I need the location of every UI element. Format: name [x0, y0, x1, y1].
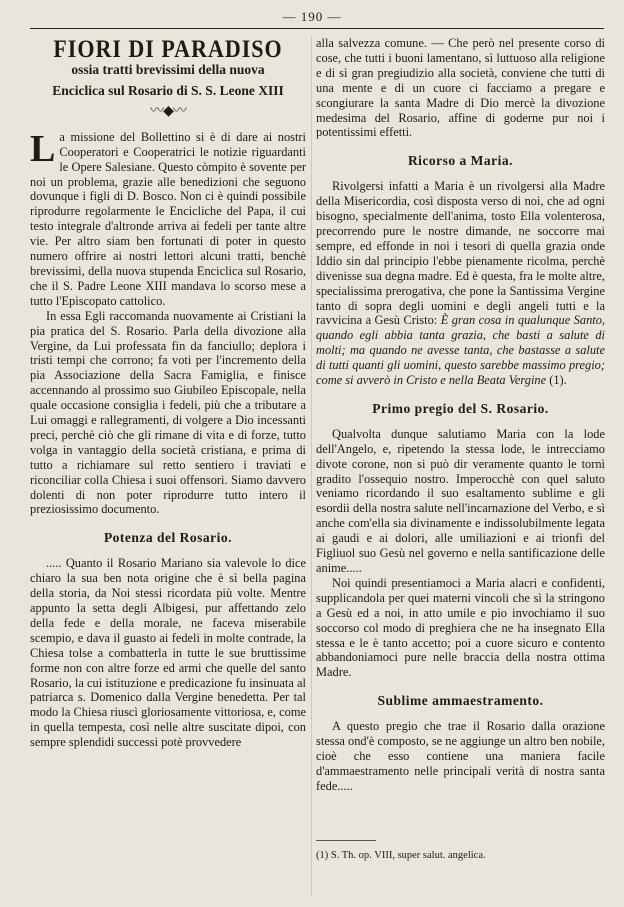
- ricorso-ref: (1).: [546, 373, 567, 388]
- intro-paragraph: [30, 127, 306, 309]
- drop-cap: L: [30, 127, 56, 170]
- column-divider: [311, 36, 312, 896]
- section-heading-ricorso: Ricorso a Maria.: [407, 153, 514, 169]
- ricorso-text: Rivolgersi infatti a Maria è un rivolgersi alla Madre della Misericordia, così disposta verso di noi, che ad ogni bisogno, specialmente dell'anima, tosto Ella volenterosa, precorrendo pure le nostre dimande, ne soccorre mai sempre, ed effonde in noi i tesori di quella grazia onde Iddio sin dal principio l'ebbe pienamente ricolma, perchè divenisse sua degna madre. Ed è questa, fra le molte altre, specialissima prerogativa, che pone la Santissima Vergine tanto di sopra degli uomini e degli angeli tutti e la ravvicina a Gesù Cristo:: [316, 179, 605, 328]
- footnote-rule: [316, 840, 376, 841]
- section-text-ricorso: [316, 179, 605, 388]
- ornament-divider: 〰◆〰: [150, 103, 186, 119]
- article-subtitle-1: ossia tratti brevissimi della nuova: [71, 61, 265, 77]
- section-heading-primo-pregio: Primo pregio del S. Rosario.: [372, 400, 549, 416]
- intro-paragraph-2: In essa Egli raccomanda nuovamente ai Cristiani la pia pratica del S. Rosario. Parla della divozione alla Vergine, da Lui professata fin da fanciullo; deplora i tristi tempi che corrono; fa voti per l'incremento della pia Associazione della Sacra Famiglia, e finisce accennando al prossimo suo Giubileo Episcopale, nella quale occasione consiglia i fedeli, più che a tributare a Lui omaggi e rallegramenti, di volgere a Dio incessanti preci, perchè ciò che gli rimane di vita e di forze, tutto volga in vantaggio della società cristiana, e prima di tutto a richiamare sul retto sentiero i traviati e riconciliar colla Chiesa i suoi offensori. Siamo davvero dolenti di non poter riprodurre tutto intero il preziosissimo documento.: [30, 308, 306, 517]
- intro-text: a missione del Bollettino si è di dare ai nostri Cooperatori e Cooperatrici le notizie riguardanti le Opere Salesiane. Questo còmpito è sovente per noi un problema, grazie alle benedizioni che seguono dovunque i figli di D. Bosco. Non ci è quindi possibile riprodurre regolarmente le Encicliche del Papa, il cui testo integrale d'altronde arriva ai fedeli per tante altre vie. Per altro siam ben fortunati di poter in questo numero offrire ai nostri lettori alcuni tratti, benchè brevissimi, della nuova stupenda Enciclica sul Rosario, che il S. Padre Leone XIII mandava lo scorso mese a tutto l'Episcopato cattolico.: [30, 129, 306, 308]
- continued-paragraph: alla salvezza comune. — Che però nel presente corso di cose, che tutti i buoni lamentano, sì luttuoso alla religione e di sì gran pregiudizio alla società, conviene che tutti di una mente e di un cuore ci facciamo a pregare e scongiurare la santa Madre di Dio mercè la divozione medesima del Rosario, affine di goderne pur noi i potentissimi effetti.: [316, 36, 605, 140]
- section-text-primo-pregio: Qualvolta dunque salutiamo Maria con la lode dell'Angelo, e, ripetendo la stessa lode, le intrecciamo divote corone, non si può dir veramente quanto le tornì gradito l'ossequio nostro. Imperocchè con quel saluto veniamo ricordando il suo esaltamento sublime e gli esordii della nostra salute nell'incarnazione del Verbo, e sì anche com'ella sia divinamente e indissolubilmente legata ai gaudi e ai dolori, alle umiliazioni e ai trionfi del Figliuol suo Gesù nel governo e nella santificazione delle anime.....: [316, 426, 605, 575]
- section-text-primo-pregio-2: Noi quindi presentiamoci a Maria alacri e confidenti, supplicandola per quei materni vincoli che sì la stringono a Gesù ed a noi, in atto umile e pio invochiamo il suo soccorso col modo di preghiera che ne ha insegnato Ella stessa e le è tanto accetto; poi a cuore sicuro e contento abbandoniamoci pure nelle braccia della nostra ottima Madre.: [316, 575, 605, 680]
- article-title: FIORI DI PARADISO: [53, 33, 283, 63]
- section-text-sublime: A questo pregio che trae il Rosario dalla orazione stessa ond'è composto, se ne aggiunge un altro ben nobile, cioè che esso contiene una maniera facile d'ammaestramento nelle principali verità di nostra santa fede.....: [316, 719, 605, 793]
- left-column: [30, 33, 306, 750]
- footnote: (1) S. Th. op. VIII, super salut. angelica.: [316, 850, 486, 861]
- section-heading-potenza: Potenza del Rosario.: [103, 530, 233, 546]
- right-column: [316, 36, 605, 794]
- article-subtitle-2: Enciclica sul Rosario di S. S. Leone XIII: [52, 82, 284, 98]
- header-rule: [30, 28, 604, 29]
- section-text-potenza: ..... Quanto il Rosario Mariano sia valevole lo dice chiaro la sua ben nota origine che è sì bella pagina della storia, da Noi stessi ricordata più volte. Mentre appunto la setta degli Albigesi, pur affettando zelo della fede e della morale, ne faceva miserabile scempio, e dava il guasto ai fedeli in molte contrade, la Chiesa tolse a combatterla in tutte le sue bruttissime forme non con altre forze ed armi che quelle del santo Rosario, la cui istituzione e predicazione fu insinuata al patriarca s. Domenico dalla Vergine benedetta. Per tal modo la Chiesa riuscì gloriosamente vittoriosa, e, come in quella tempesta, così nelle altre suscitate dipoi, con sempre splendidi successi potè provvedere: [30, 556, 306, 750]
- section-heading-sublime: Sublime ammaestramento.: [377, 693, 544, 709]
- page-number: — 190 —: [282, 9, 342, 24]
- ricorso-quote: È gran cosa in qualunque Santo, quando egli abbia tanta grazia, che basti a salute di molti; ma quando ne avesse tanta, che bastasse a salute di tutti quanti gli uomini, questo sarebbe massimo pregio; come si avverò in Cristo e nella Beata Vergine: [316, 313, 606, 388]
